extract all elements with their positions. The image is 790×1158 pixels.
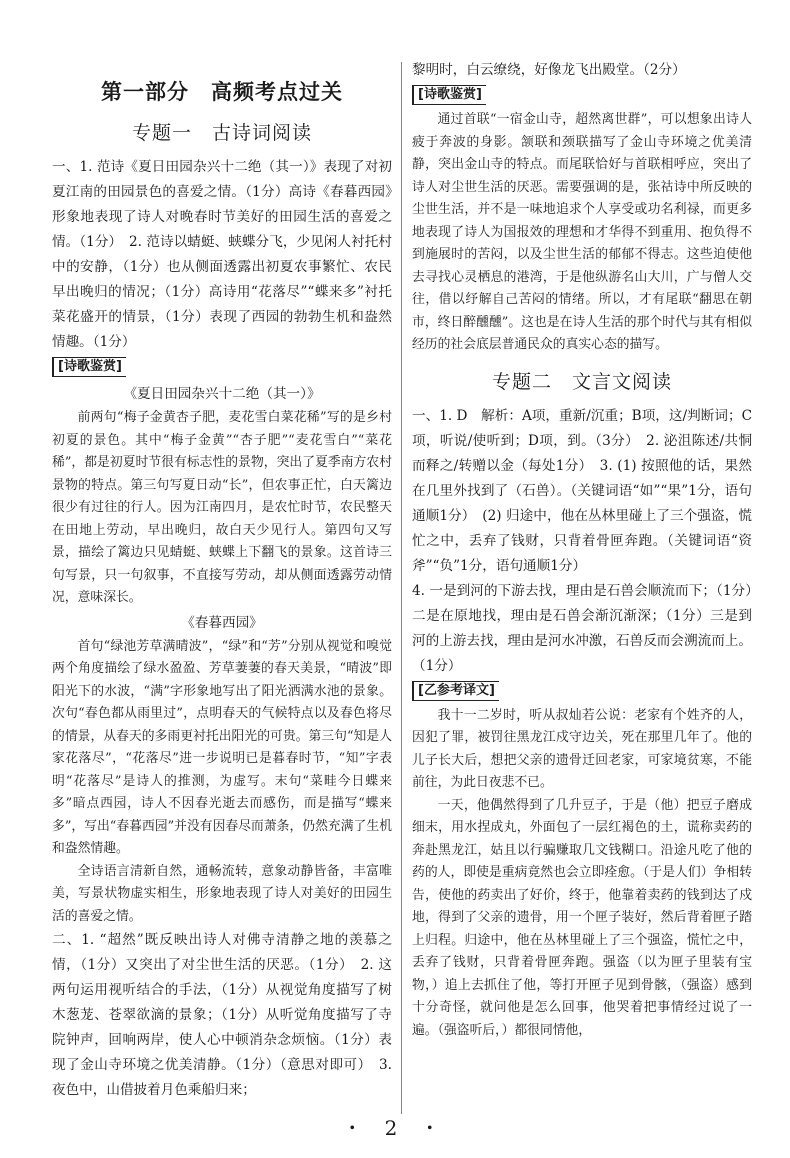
poem1-title: 《夏日田园杂兴十二绝（其一）》 — [123, 386, 321, 402]
poem2-appreciation-2: 全诗语言清新自然，通畅流转，意象动静皆备，丰富唯美，写景状物虚实相生，形象地表现了诗人对美好的田园生活的喜爱之情。 — [52, 863, 392, 924]
poem2-appreciation-1: 首句“绿池芳草满晴波”，“绿”和“芳”分别从视觉和嗅觉两个角度描绘了绿水盈盈、芳草萋萋的春天美景，“晴波”即阳光下的水波，“满”字形象地写出了阳光洒满水池的景象。次句“春色都从雨里过”，点明春天的气候特点以及春色将尽的情景，从春天的多雨更衬托出阳光的可贵。第三句“知是人家花落尽”，“花落尽”进一步说明已是暮春时节，“知”字表明“花落尽”是诗人的推测，为虚写。末句“菜畦今日蝶来多”暗点西园，诗人不因春光逝去而感伤，而是描写“蝶来多”，写出“春暮西园”并没有因春尽而萧条，仍然充满了生机和盎然情趣。 — [52, 638, 392, 856]
part-title: 第一部分 高频考点过关 — [101, 80, 343, 104]
left-column — [52, 58, 392, 1103]
translation-para-2: 一天，他偶然得到了几升豆子，于是（他）把豆子磨成细末，用水捏成丸，外面包了一层红褐色的土，谎称卖药的奔赴黑龙江，姑且以行骗赚取几文钱糊口。沿途凡吃了他的药的人，即使是重病竟然也会立即痊愈。（于是人们）争相转告，使他的药卖出了好价，终于，他靠着卖药的钱到达了戍地，得到了父亲的遗骨，用一个匣子装好，然后背着匣子踏上归程。归途中，他在丛林里碰上了三个强盗，慌忙之中，丢弃了钱财，只背着骨匣奔跑。强盗（以为匣子里装有宝物，）追上去抓住了他，等打开匣子见到骨骸，（强盗）感到十分奇怪，就问他是怎么回事，他哭着把事情经过说了一遍。（强盗听后，）都很同情他， — [412, 797, 752, 1038]
poem3-appreciation: 通过首联“一宿金山寺，超然离世群”，可以想象出诗人疲于奔波的身影。颔联和颈联描写了金山寺环境之优美清静，突出金山寺的特点。而尾联恰好与首联相呼应，突出了诗人对尘世生活的厌恶。需要强调的是，张祜诗中所反映的尘世生活，并不是一味地追求个人享受或功名利禄，而更多地表现了诗人为国报效的理想和才华得不到重用、抱负得不到施展时的苦闷，以及尘世生活的郁郁不得志。这些迫使他去寻找心灵栖息的港湾，于是他纵游名山大川，广与僧人交往，借以纾解自己苦闷的情绪。所以，才有尾联“翻思在朝市，终日醉醺醺”。这也是在诗人生活的那个时代与其有相似经历的社会底层普通民众的真实心态的描写。 — [412, 112, 752, 352]
right-column — [412, 58, 752, 1042]
topic2-title: 专题二 文言文阅读 — [491, 370, 672, 393]
answer-classical-q4: 4. 一是到河的下游去找，理由是石兽会顺流而下；（1分）二是在原地找，理由是石兽会渐沉渐深；（1分）三是到河的上游去找，理由是河水冲激，石兽反而会溯流而上。（1分） — [412, 582, 752, 674]
answer-q2: 二、1. “超然”既反映出诗人对佛寺清静之地的羡慕之情，（1分）又突出了对尘世生活的厌恶。（1分） 2. 这两句运用视听结合的手法，（1分）从视觉角度描写了树木葱茏、苍翠欲滴的景象；（1分）从听觉角度描写了寺院钟声，回响两岸，使人心中顿消杂念烦恼。（1分）表现了金山寺环境之优美清静。（1分）（意思对即可） 3. 夜色中，山借披着月色乘船归来； — [52, 932, 392, 1098]
answer-classical-q1-3: 一、1. D 解析：A项，重新/沉重；B项，这/判断词；C项，听说/使听到；D项，到。（3分） 2. 泌沮陈述/共恫而释之/转赠以金（每处1分） 3. (1) 按照他的话，果然在几里外找到了（石兽）。（关键词语“如”“果”1分，语句通顺1分） (2) 归途中，他在丛林里碰上了三个强盗，慌忙之中，丢弃了钱财，只背着骨匣奔跑。（关键词语“资斧”“负”1分，语句通顺1分） — [412, 407, 752, 574]
topic1-title: 专题一 古诗词阅读 — [131, 122, 312, 144]
column-divider — [401, 62, 402, 1114]
section-tag-translation: [乙参考译文] — [412, 681, 499, 701]
section-tag-poetry-2: [诗歌鉴赏] — [412, 85, 486, 105]
poem1-appreciation: 前两句“梅子金黄杏子肥，麦花雪白菜花稀”写的是乡村初夏的景色。其中“梅子金黄”“杏子肥”“麦花雪白”“菜花稀”，都是初夏时节很有标志性的景物，突出了夏季南方农村景物的特点。第三句写夏日动“长”，但农事正忙，白天篱边很少有过往的行人。因为江南四月，是农忙时节，农民整天在田地上劳动，早出晚归，故白天少见行人。第四句又写景，描绘了篱边只见蜻蜓、蛱蝶上下翻飞的景象。这首诗三句写景，只一句叙事，不直接写劳动，却从侧面透露劳动情况，意味深长。 — [52, 410, 392, 605]
section-tag-poetry: [诗歌鉴赏] — [52, 357, 126, 377]
answer-q1: 一、1. 范诗《夏日田园杂兴十二绝（其一）》表现了对初夏江南的田园景色的喜爱之情。（1分）高诗《春暮西园》形象地表现了诗人对晚春时节美好的田园生活的喜爱之情。（1分） 2. 范诗以蜻蜓、蛱蝶分飞，少见闲人衬托村中的安静，（1分）也从侧面透露出初夏农事繁忙、农民早出晚归的情况；（1分）高诗用“花落尽”“蝶来多”衬托菜花盛开的情景，（1分）表现了西园的勃勃生机和盎然情趣。（1分） — [52, 159, 392, 350]
poem2-title: 《春暮西园》 — [181, 614, 263, 631]
answer-q2-continued: 黎明时，白云缭绕，好像龙飞出殿堂。（2分） — [412, 62, 686, 78]
page-number: ・ 2 ・ — [342, 1116, 448, 1140]
translation-para-1: 我十一二岁时，听从叔灿若公说：老家有个姓齐的人，因犯了罪，被罚往黑龙江戍守边关，死在那里几年了。他的儿子长大后，想把父亲的遗骨迁回老家，可家境贫寒，不能前往，为此日夜悲不已。 — [412, 707, 752, 790]
